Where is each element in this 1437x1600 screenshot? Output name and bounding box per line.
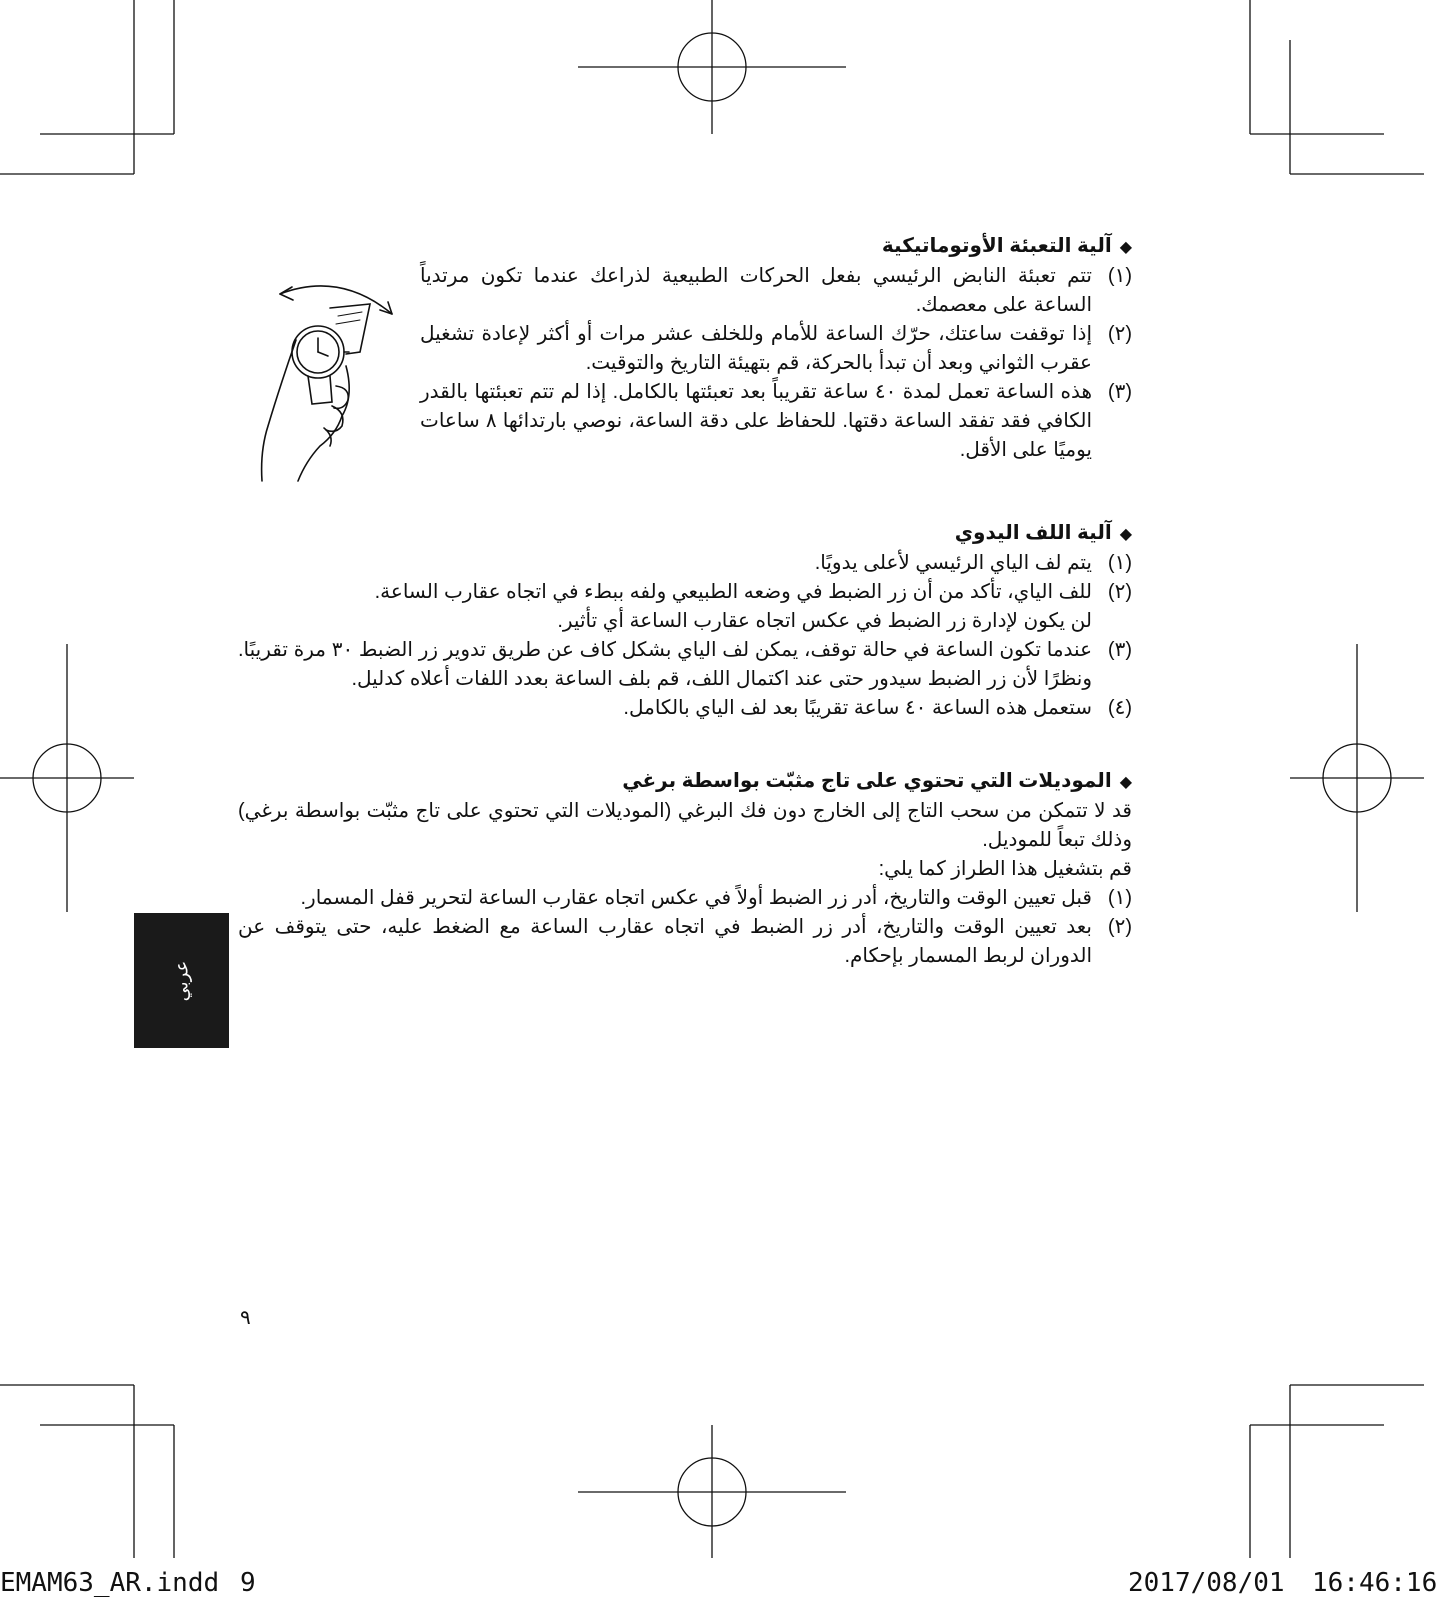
section-manual-winding (238, 519, 1132, 723)
list-item: (٤) ستعمل هذه الساعة ٤٠ ساعة تقريبًا بعد لف الياي بالكامل. (623, 697, 1132, 719)
section-screw-lock-crown (238, 767, 1132, 971)
section-heading: ◆الموديلات التي تحتوي على تاج مثبّت بواسطة برغي (622, 770, 1132, 792)
list-item: (٣) عندما تكون الساعة في حالة توقف، يمكن لف الياي بشكل كاف عن طريق تدوير زر الضبط ٣٠ مرة تقريبًا. ونظرًا لأن زر الضبط سيدور حتى عند اكتمال اللف، قم بلف الساعة بعدد اللفات أعلاه كدليل. (238, 639, 1132, 690)
list-item: (٣) هذه الساعة تعمل لمدة ٤٠ ساعة تقريباً بعد تعبئتها بالكامل. إذا لم تتم تعبئتها بالقدر الكافي فقد تفقد الساعة دقتها. للحفاظ على دقة الساعة، نوصي بارتدائها ٨ ساعات يوميًا على الأقل. (420, 381, 1132, 461)
slug-file-name: EMAM63_AR.indd (0, 1568, 220, 1598)
section-heading: ◆آلية اللف اليدوي (954, 522, 1132, 544)
list-item: (١) قبل تعيين الوقت والتاريخ، أدر زر الضبط أولاً في عكس اتجاه عقارب الساعة لتحرير قفل المسمار. (300, 887, 1132, 909)
list-item: (١) تتم تعبئة النابض الرئيسي بفعل الحركات الطبيعية لذراعك عندما تكون مرتدياً الساعة على معصمك. (420, 265, 1132, 316)
page-number: ٩ (240, 1307, 251, 1329)
section-automatic-winding (420, 232, 1132, 465)
slug-page: 9 (240, 1568, 256, 1598)
list-item: (١) يتم لف الياي الرئيسي لأعلى يدويًا. (814, 552, 1132, 574)
slug-time: 16:46:16 (1312, 1568, 1437, 1598)
wrist-watch-illustration (250, 276, 400, 486)
list-item: (٢) بعد تعيين الوقت والتاريخ، أدر زر الضبط في اتجاه عقارب الساعة مع الضغط عليه، حتى يتوقف عن الدوران لربط المسمار بإحكام. (238, 916, 1132, 967)
diamond-bullet-icon: ◆ (1119, 526, 1132, 543)
list-item: (٢) إذا توقفت ساعتك، حرّك الساعة للأمام وللخلف عشر مرات أو أكثر لإعادة تشغيل عقرب الثواني وبعد أن تبدأ بالحركة، قم بتهيئة التاريخ والتوقيت. (420, 323, 1132, 374)
language-tab-label: عربي (171, 960, 192, 1001)
slug-date: 2017/08/01 (1128, 1568, 1285, 1598)
diamond-bullet-icon: ◆ (1119, 774, 1132, 791)
section-heading: ◆آلية التعبئة الأوتوماتيكية (881, 235, 1132, 257)
list-item-note: لن يكون لإدارة زر الضبط في عكس اتجاه عقارب الساعة أي تأثير. (557, 610, 1092, 632)
list-item: (٢) للف الياي، تأكد من أن زر الضبط في وضعه الطبيعي ولفه ببطء في اتجاه عقارب الساعة. (374, 581, 1132, 603)
section-lead: قم بتشغيل هذا الطراز كما يلي: (878, 858, 1132, 880)
section-intro: قد لا تتمكن من سحب التاج إلى الخارج دون فك البرغي (الموديلات التي تحتوي على تاج مثبّت بواسطة برغي) وذلك تبعاً للموديل. (238, 800, 1132, 851)
diamond-bullet-icon: ◆ (1119, 239, 1132, 256)
language-side-tab (134, 913, 229, 1048)
